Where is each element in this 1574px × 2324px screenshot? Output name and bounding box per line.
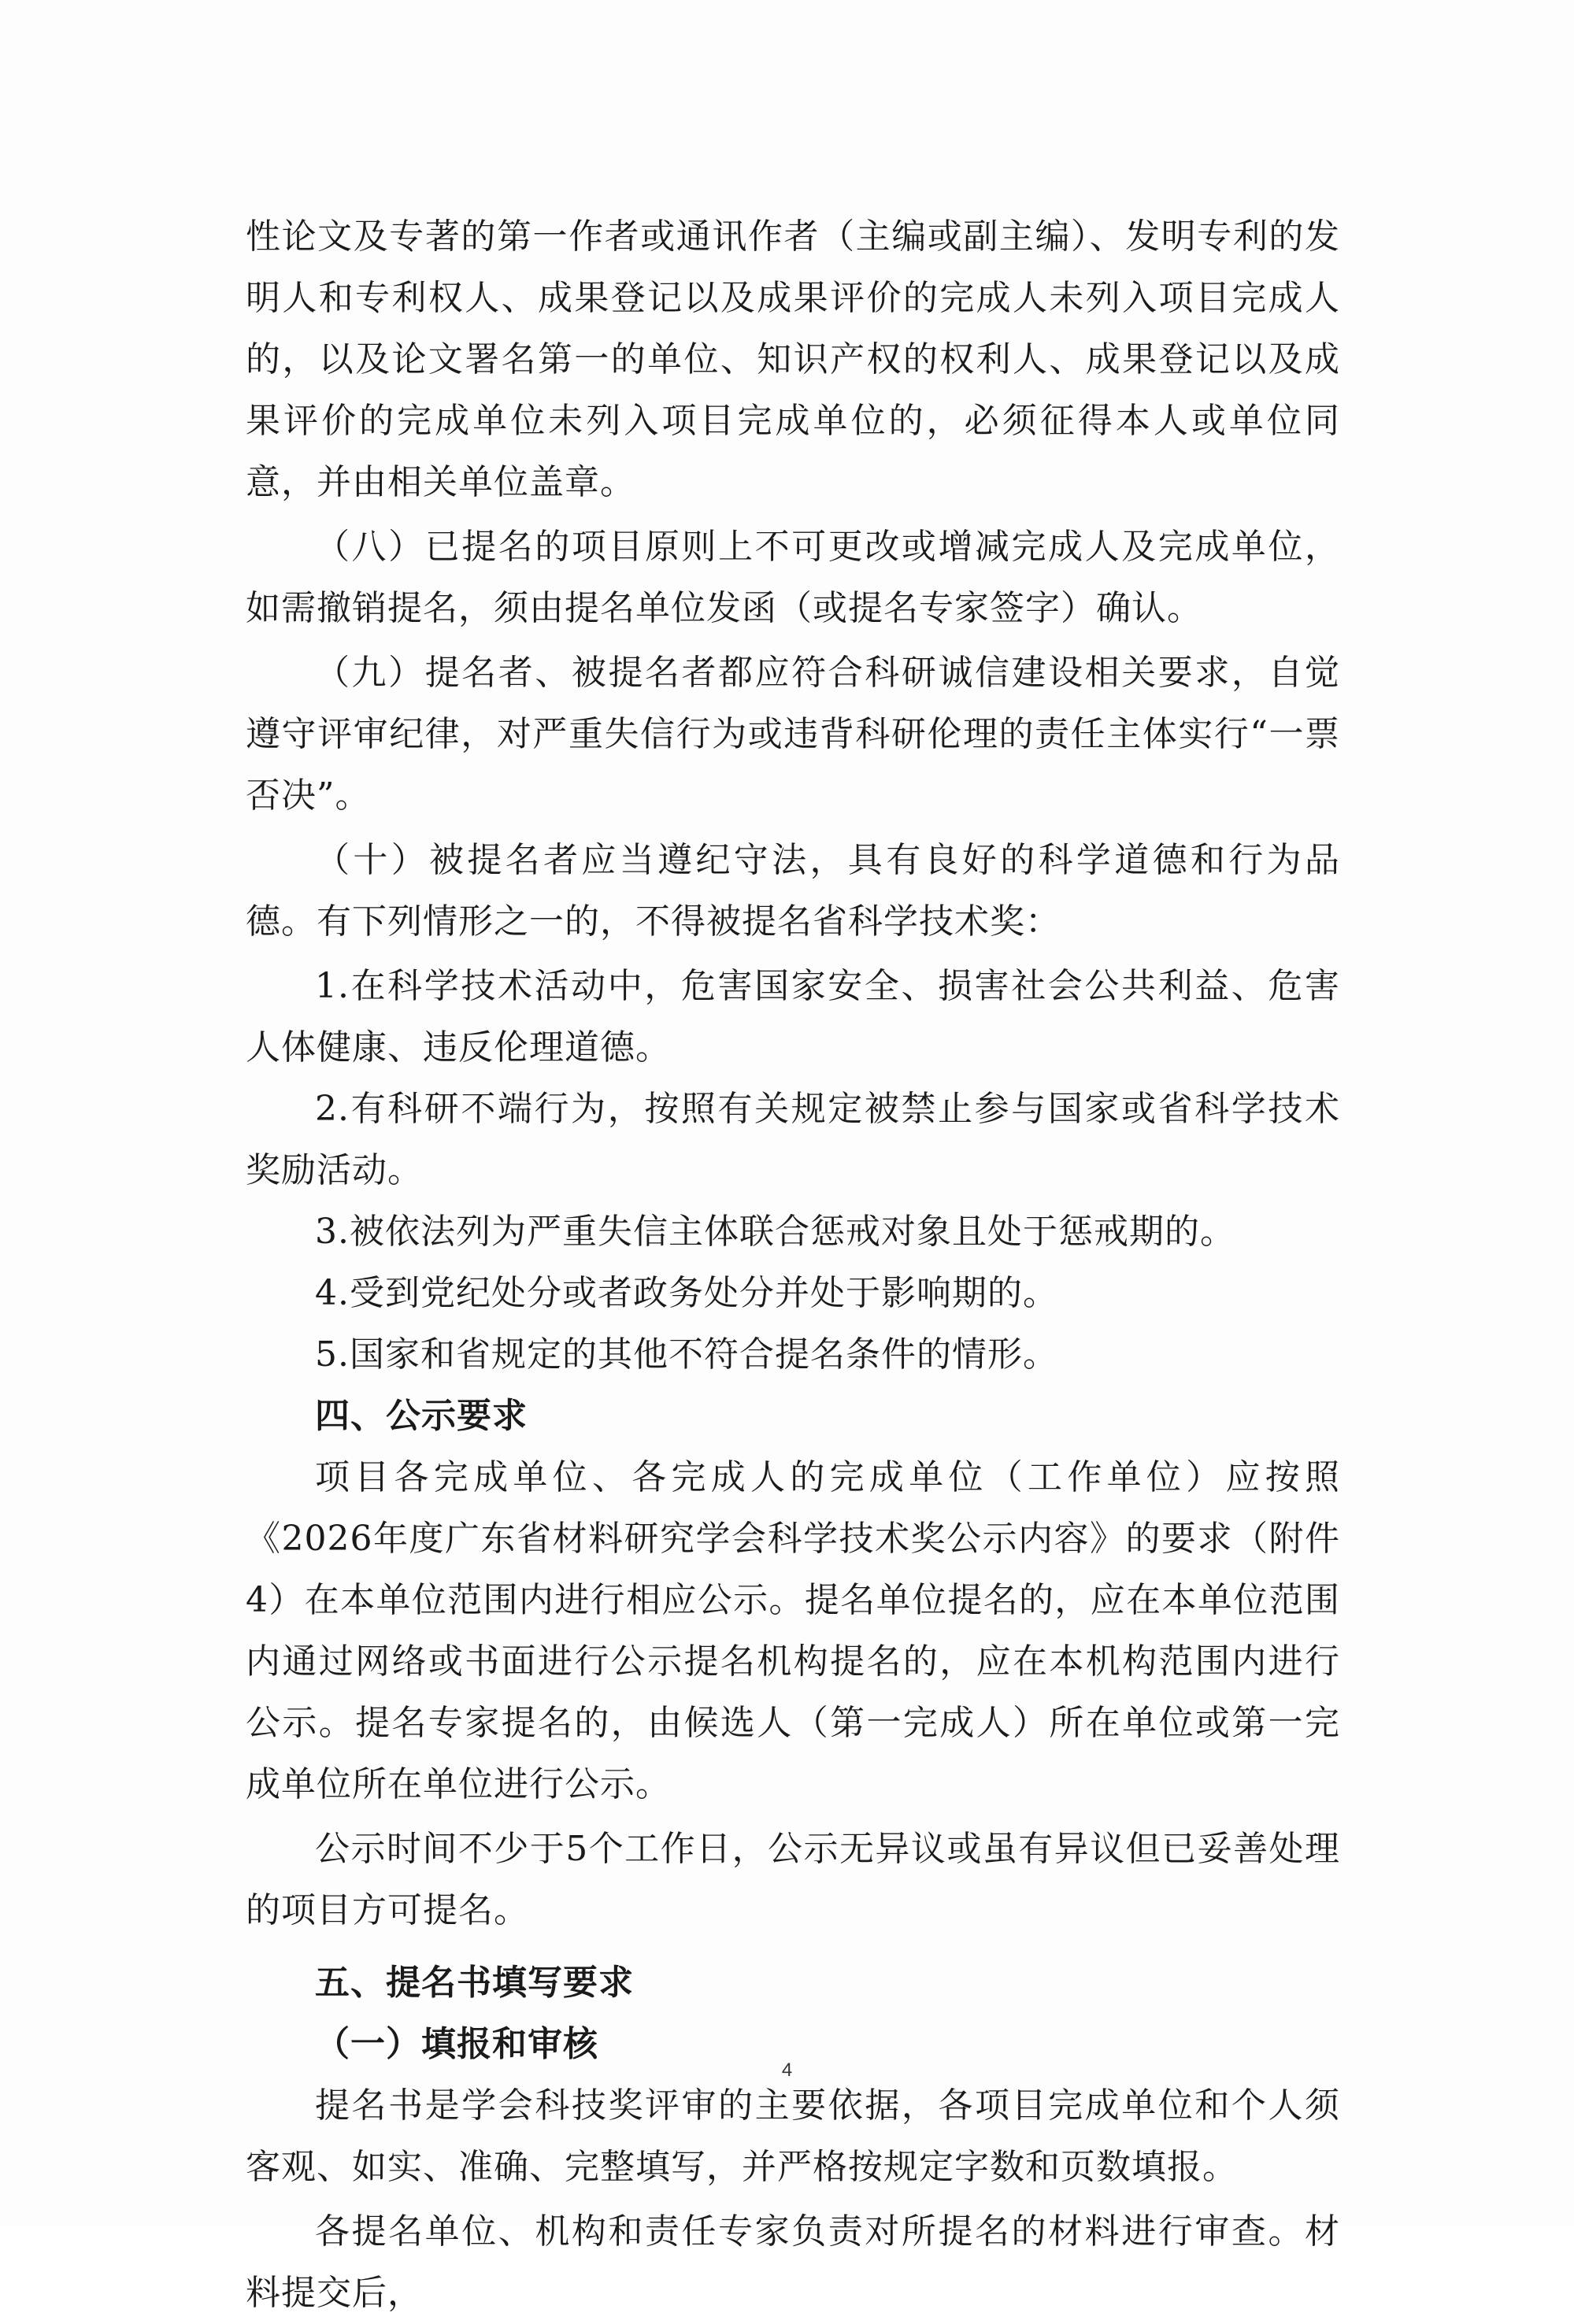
paragraph-item-10: （十）被提名者应当遵纪守法，具有良好的科学道德和行为品德。有下列情形之一的，不得被提名省科学技术奖： — [246, 840, 1340, 942]
list-item-4: 4.受到党纪处分或者政务处分并处于影响期的。 — [315, 1273, 1058, 1313]
page-body — [246, 206, 1340, 2324]
paragraph-item-9: （九）提名者、被提名者都应符合科研诚信建设相关要求，自觉遵守评审纪律，对严重失信行为或违背科研伦理的责任主体实行“一票否决”。 — [246, 653, 1340, 816]
paragraph-item-8: （八）已提名的项目原则上不可更改或增减完成人及完成单位，如需撤销提名，须由提名单位发函（或提名专家签字）确认。 — [246, 527, 1340, 628]
section-heading-form-requirements: 五、提名书填写要求 — [315, 1963, 634, 2003]
list-item-5: 5.国家和省规定的其他不符合提名条件的情形。 — [315, 1334, 1058, 1375]
paragraph-form-basis: 提名书是学会科技奖评审的主要依据，各项目完成单位和个人须客观、如实、准确、完整填写，并严格按规定字数和页数填报。 — [246, 2085, 1340, 2187]
page-number: 4 — [781, 2059, 793, 2081]
list-item-2: 2.有科研不端行为，按照有关规定被禁止参与国家或省科学技术奖励活动。 — [246, 1089, 1340, 1190]
subheading-filling-review: （一）填报和审核 — [315, 2024, 598, 2064]
paragraph-review-responsibility: 各提名单位、机构和责任专家负责对所提名的材料进行审查。材料提交后， — [246, 2211, 1340, 2313]
paragraph-publicity-requirements: 项目各完成单位、各完成人的完成单位（工作单位）应按照《2026年度广东省材料研究学会科学技术奖公示内容》的要求（附件4）在本单位范围内进行相应公示。提名单位提名的，应在本单位范围内通过网络或书面进行公示提名机构提名的，应在本机构范围内进行公示。提名专家提名的，由候选人（第一完成人）所在单位或第一完成单位所在单位进行公示。 — [246, 1457, 1340, 1804]
section-heading-publicity: 四、公示要求 — [315, 1396, 528, 1436]
paragraph-publicity-period: 公示时间不少于5个工作日，公示无异议或虽有异议但已妥善处理的项目方可提名。 — [246, 1829, 1340, 1930]
list-item-1: 1.在科学技术活动中，危害国家安全、损害社会公共利益、危害人体健康、违反伦理道德。 — [246, 966, 1340, 1068]
list-item-3: 3.被依法列为严重失信主体联合惩戒对象且处于惩戒期的。 — [315, 1212, 1235, 1252]
paragraph-continuation-signatures: 性论文及专著的第一作者或通讯作者（主编或副主编）、发明专利的发明人和专利权人、成果登记以及成果评价的完成人未列入项目完成人的，以及论文署名第一的单位、知识产权的权利人、成果登记以及成果评价的完成单位未列入项目完成单位的，必须征得本人或单位同意，并由相关单位盖章。 — [246, 216, 1340, 502]
